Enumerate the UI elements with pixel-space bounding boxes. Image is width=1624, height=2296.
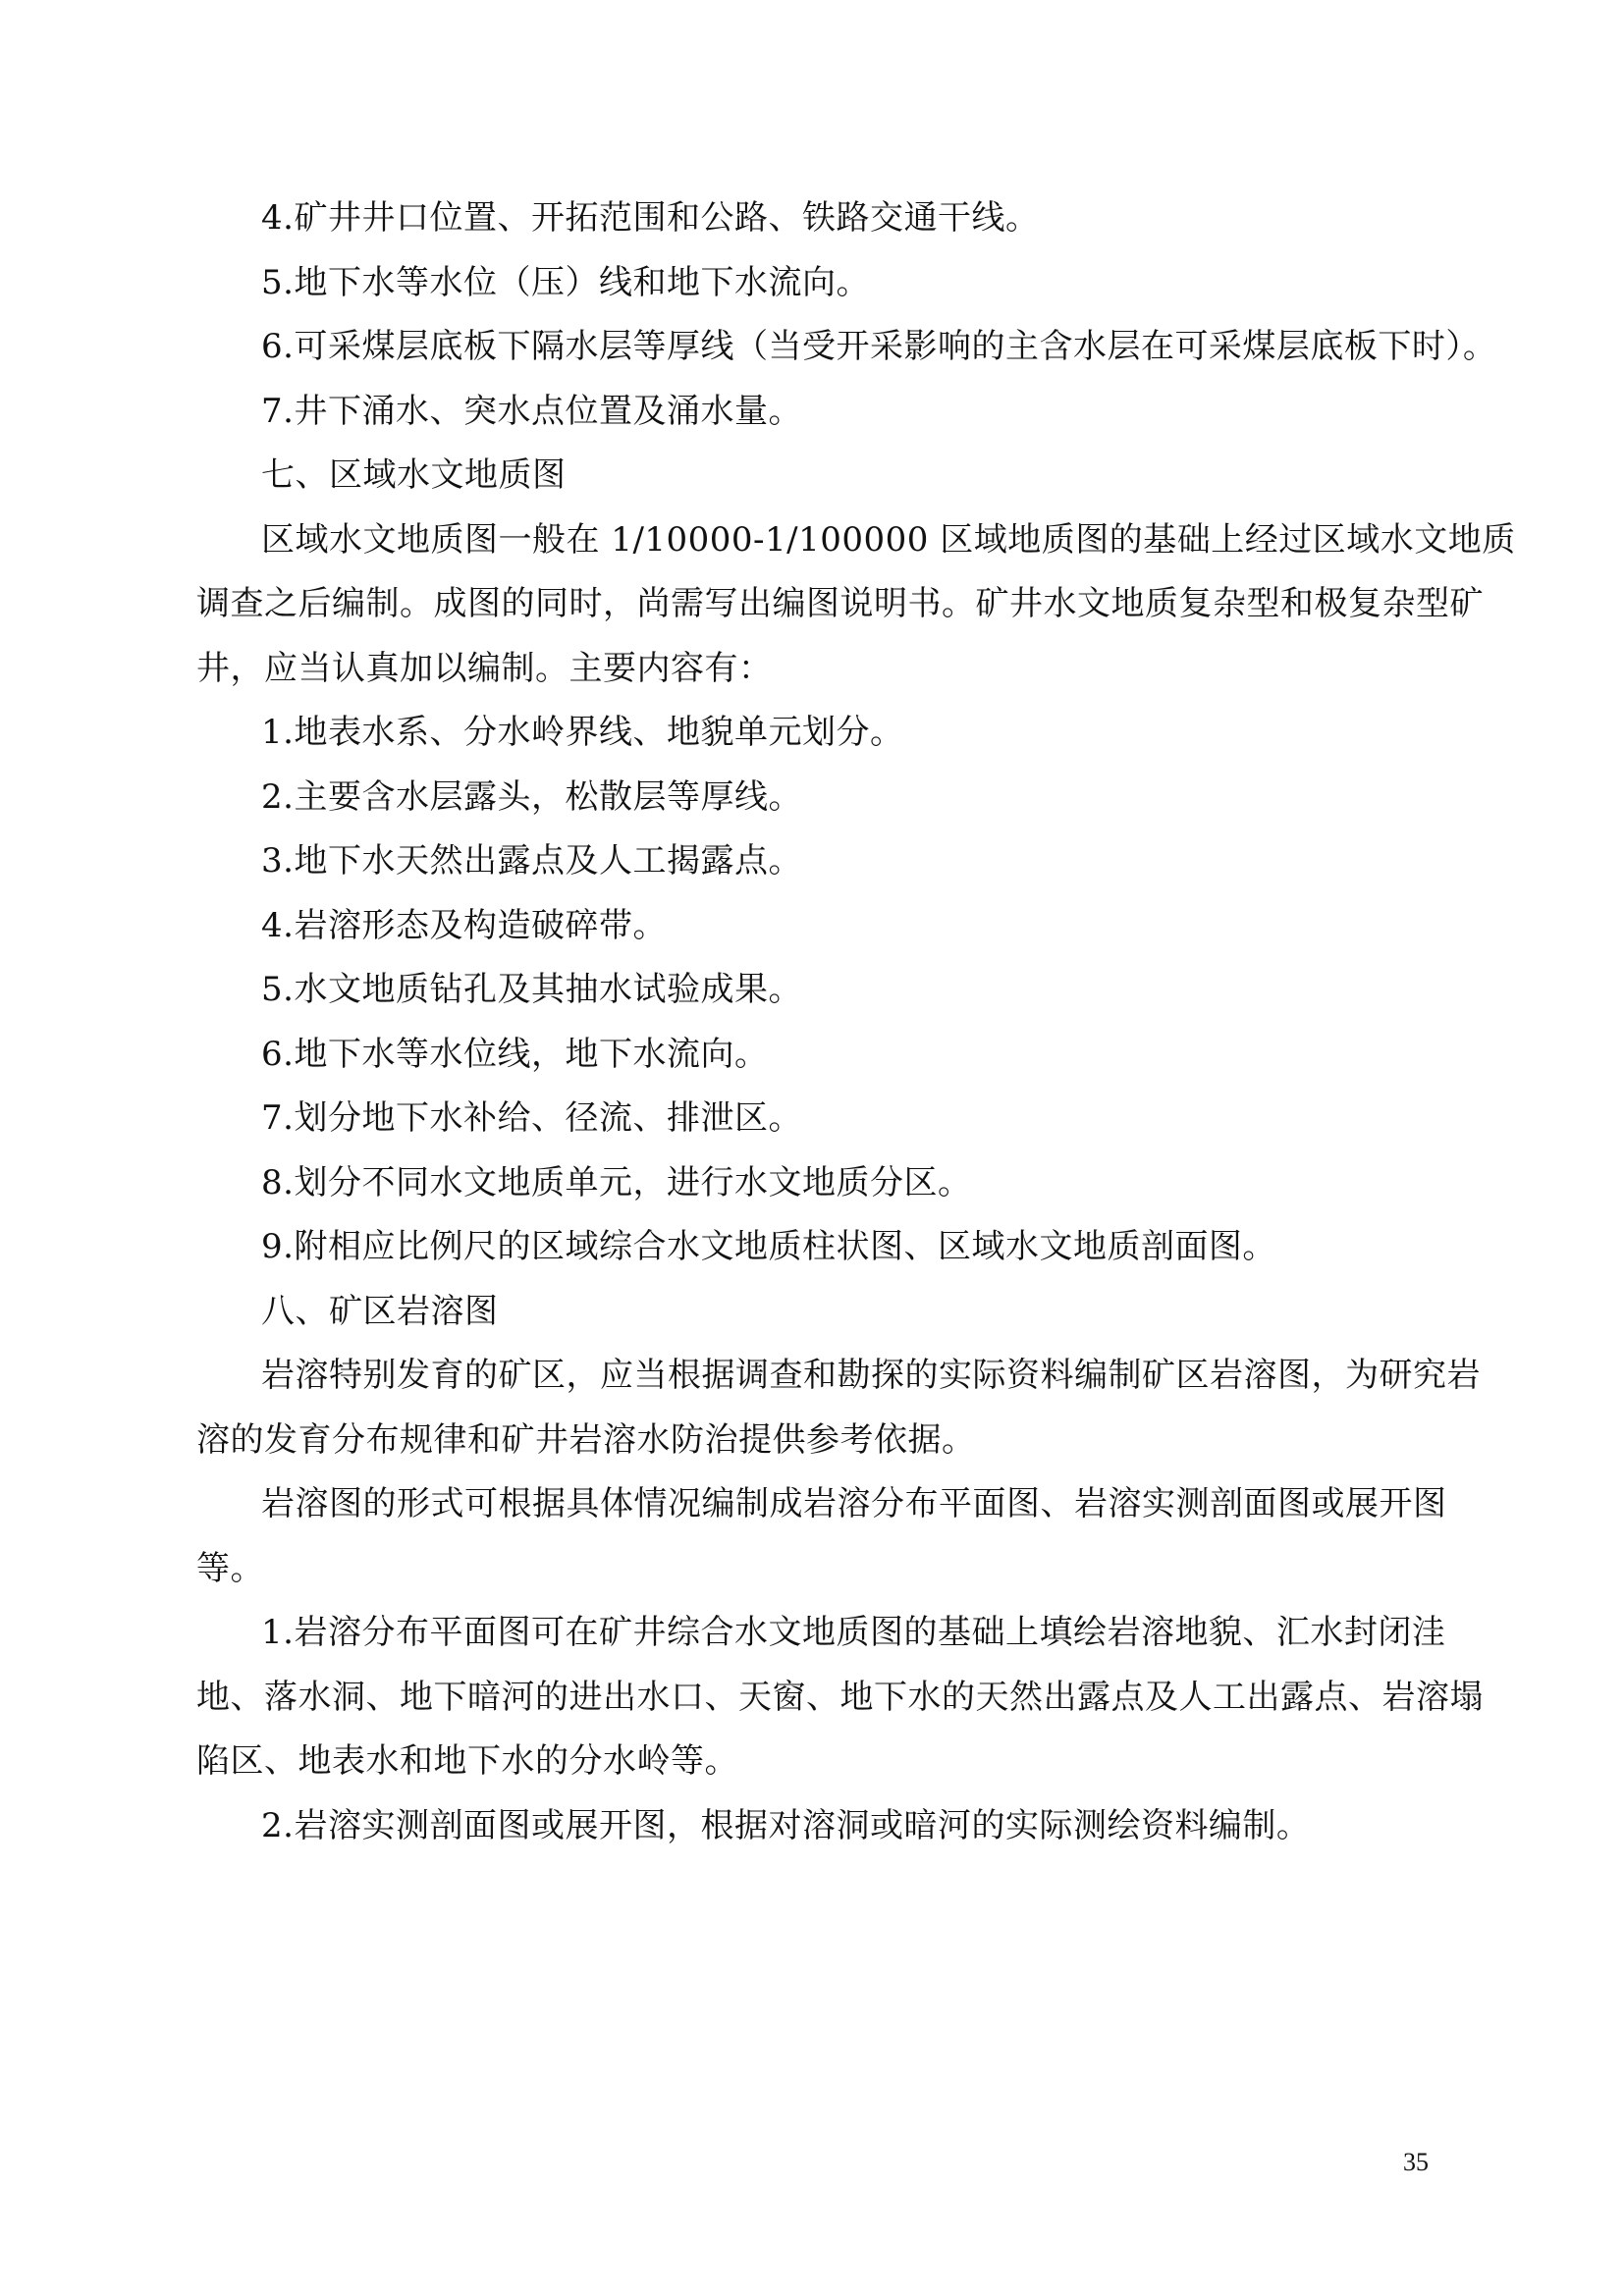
- paragraph-line: 溶的发育分布规律和矿井岩溶水防治提供参考依据。: [196, 1419, 976, 1460]
- section-heading: 八、矿区岩溶图: [261, 1291, 499, 1331]
- list-item: 2.岩溶实测剖面图或展开图，根据对溶洞或暗河的实际测绘资料编制。: [261, 1805, 1311, 1845]
- paragraph-line: 等。: [196, 1548, 264, 1588]
- document-body: [196, 187, 1516, 1858]
- list-item: 9.附相应比例尺的区域综合水文地质柱状图、区域水文地质剖面图。: [261, 1227, 1276, 1266]
- list-item: 8.划分不同水文地质单元，进行水文地质分区。: [261, 1162, 972, 1202]
- list-item: 2.主要含水层露头，松散层等厚线。: [261, 776, 802, 817]
- section-heading: 七、区域水文地质图: [261, 455, 567, 495]
- list-item: 4.岩溶形态及构造破碎带。: [261, 905, 667, 945]
- list-item: 6.可采煤层底板下隔水层等厚线（当受开采影响的主含水层在可采煤层底板下时）。: [261, 327, 1497, 366]
- list-item: 4.矿井井口位置、开拓范围和公路、铁路交通干线。: [261, 198, 1040, 238]
- list-item: 1.地表水系、分水岭界线、地貌单元划分。: [261, 713, 904, 752]
- list-item: 1.岩溶分布平面图可在矿井综合水文地质图的基础上填绘岩溶地貌、汇水封闭洼: [261, 1613, 1446, 1652]
- paragraph-line: 地、落水洞、地下暗河的进出水口、天窗、地下水的天然出露点及人工出露点、岩溶塌: [196, 1677, 1484, 1717]
- list-item: 7.划分地下水补给、径流、排泄区。: [261, 1098, 802, 1138]
- list-item: 5.水文地质钻孔及其抽水试验成果。: [261, 970, 802, 1009]
- paragraph-line: 区域水文地质图一般在 1/10000-1/100000 区域地质图的基础上经过区域水文地质: [261, 519, 1516, 560]
- list-item: 3.地下水天然出露点及人工揭露点。: [261, 841, 802, 881]
- paragraph-line: 井，应当认真加以编制。主要内容有：: [196, 648, 773, 688]
- paragraph-line: 岩溶特别发育的矿区，应当根据调查和勘探的实际资料编制矿区岩溶图，为研究岩: [261, 1356, 1481, 1395]
- page-number: 35: [1403, 2148, 1429, 2176]
- paragraph-line: 岩溶图的形式可根据具体情况编制成岩溶分布平面图、岩溶实测剖面图或展开图: [261, 1484, 1447, 1523]
- paragraph-line: 调查之后编制。成图的同时，尚需写出编图说明书。矿井水文地质复杂型和极复杂型矿: [196, 584, 1484, 623]
- paragraph-line: 陷区、地表水和地下水的分水岭等。: [196, 1741, 738, 1781]
- list-item: 7.井下涌水、突水点位置及涌水量。: [261, 391, 802, 431]
- list-item: 5.地下水等水位（压）线和地下水流向。: [261, 262, 870, 302]
- list-item: 6.地下水等水位线，地下水流向。: [261, 1034, 769, 1074]
